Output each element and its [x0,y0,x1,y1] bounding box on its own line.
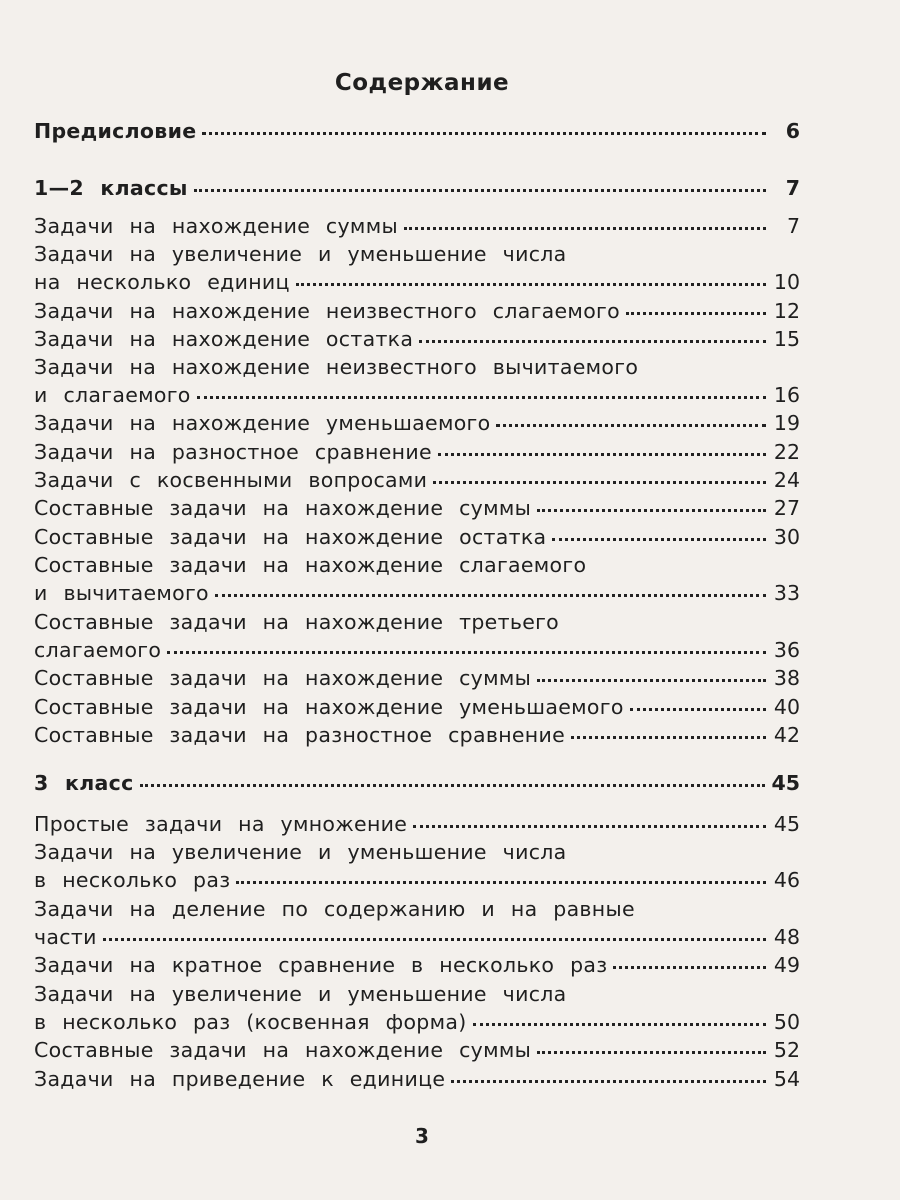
toc-entry [34,693,800,721]
toc-entry-page: 36 [773,638,800,662]
toc-entry-text: части [34,925,97,949]
toc-entry-page: 24 [773,468,800,492]
toc-entry-page: 45 [773,812,800,836]
toc-entry-text: Задачи на увеличение и уменьшение числа [34,982,567,1006]
toc-entry-text: и слагаемого [34,383,191,407]
toc-entry-page: 30 [773,525,800,549]
toc-entry-text: Задачи на приведение к единице [34,1067,446,1091]
toc-entry [34,838,800,866]
toc-entry [34,721,800,749]
toc-entry-page: 33 [773,581,800,605]
toc-entry [34,353,800,381]
toc-entry-page: 15 [773,327,800,351]
toc-entry-text: Задачи на увеличение и уменьшение числа [34,242,567,266]
toc-entry [34,810,800,838]
toc-section-entry [34,174,800,202]
toc-entry-text: и вычитаемого [34,581,209,605]
dot-leader [236,881,766,884]
dot-leader [215,594,766,597]
toc-entry [34,381,800,409]
toc-entry [34,466,800,494]
toc-entry-text: в несколько раз (косвенная форма) [34,1010,467,1034]
toc-entry-page: 19 [773,411,800,435]
toc-entry [34,664,800,692]
toc-entry-text: Составные задачи на нахождение суммы [34,496,532,520]
toc-entry [34,895,800,923]
toc-entry-page: 45 [771,771,800,795]
toc-entry-page: 10 [773,270,800,294]
toc-entry [34,551,800,579]
toc-entry-text: Простые задачи на умножение [34,812,408,836]
toc-entry-text: Задачи с косвенными вопросами [34,468,428,492]
toc-entry-page: 54 [773,1067,800,1091]
toc-entry [34,866,800,894]
toc-entry [34,212,800,240]
toc-entry-text: 1—2 классы [34,176,188,200]
toc-entry [34,523,800,551]
toc-entry-text: Составные задачи на нахождение суммы [34,1038,532,1062]
toc-entry-text: Задачи на увеличение и уменьшение числа [34,840,567,864]
dot-leader [630,708,766,711]
toc-entry-page: 38 [773,666,800,690]
dot-leader [103,938,766,941]
toc-entry-text: Составные задачи на нахождение остатка [34,525,547,549]
dot-leader [413,825,766,828]
toc-entry-page: 40 [773,695,800,719]
dot-leader [451,1080,766,1083]
toc-entry-page: 12 [773,299,800,323]
toc-entry-text: Задачи на нахождение уменьшаемого [34,411,491,435]
toc-entry [34,438,800,466]
toc-section-entry [34,769,800,797]
toc-entry [34,1008,800,1036]
toc-entry [34,980,800,1008]
dot-leader [433,481,766,484]
dot-leader [496,424,766,427]
toc-entry [34,1065,800,1093]
toc-section-entry [34,117,800,145]
dot-leader [194,189,766,192]
toc-entry-text: Составные задачи на нахождение третьего [34,610,560,634]
toc-entry-text: Задачи на нахождение неизвестного слагаемого [34,299,620,323]
toc-entry-text: Предисловие [34,119,197,143]
toc-entry [34,297,800,325]
toc-entry [34,494,800,522]
toc-entry-page: 16 [773,383,800,407]
toc-entry-text: Составные задачи на разностное сравнение [34,723,566,747]
dot-leader [473,1023,766,1026]
dot-leader [404,227,766,230]
toc-entry [34,579,800,607]
page-number: 3 [415,1124,429,1148]
toc-entry-text: Задачи на нахождение неизвестного вычитаемого [34,355,639,379]
dot-leader [197,396,766,399]
dot-leader [140,784,766,787]
toc-entry-text: Составные задачи на нахождение уменьшаемого [34,695,624,719]
dot-leader [202,132,766,135]
toc-entry-page: 27 [773,496,800,520]
toc-entry-page: 46 [773,868,800,892]
toc-entry-text: на несколько единиц [34,270,290,294]
toc-entry-text: слагаемого [34,638,162,662]
dot-leader [167,651,766,654]
dot-leader [438,453,766,456]
dot-leader [571,736,766,739]
dot-leader [537,509,766,512]
toc-entry-page: 7 [786,214,800,238]
toc-entry-page: 48 [773,925,800,949]
toc-entry [34,268,800,296]
toc-entry [34,608,800,636]
toc-entry-text: Задачи на деление по содержанию и на равные [34,897,635,921]
toc-entry [34,636,800,664]
toc-entry-text: Задачи на нахождение суммы [34,214,398,238]
dot-leader [613,966,766,969]
toc-entry-page: 50 [773,1010,800,1034]
toc-entry [34,409,800,437]
dot-leader [552,538,766,541]
toc-entry-text: Составные задачи на нахождение суммы [34,666,532,690]
toc-entry [34,240,800,268]
toc-entry-page: 42 [773,723,800,747]
toc-entry-text: Задачи на нахождение остатка [34,327,414,351]
toc-entry-text: в несколько раз [34,868,231,892]
toc-entry [34,923,800,951]
toc-entry-text: Составные задачи на нахождение слагаемого [34,553,587,577]
toc-entry [34,951,800,979]
toc-entry-text: 3 класс [34,771,134,795]
toc-entry [34,325,800,353]
toc-entry-page: 52 [773,1038,800,1062]
toc-entry-page: 49 [773,953,800,977]
dot-leader [626,312,766,315]
dot-leader [419,340,766,343]
toc-entry-page: 7 [785,176,800,200]
dot-leader [537,679,766,682]
toc-entry-page: 6 [785,119,800,143]
page-title: Содержание [334,70,510,96]
toc-entry-text: Задачи на разностное сравнение [34,440,432,464]
toc-entry [34,1036,800,1064]
dot-leader [537,1051,766,1054]
dot-leader [296,283,766,286]
toc-entry-page: 22 [773,440,800,464]
toc-entry-text: Задачи на кратное сравнение в несколько раз [34,953,608,977]
